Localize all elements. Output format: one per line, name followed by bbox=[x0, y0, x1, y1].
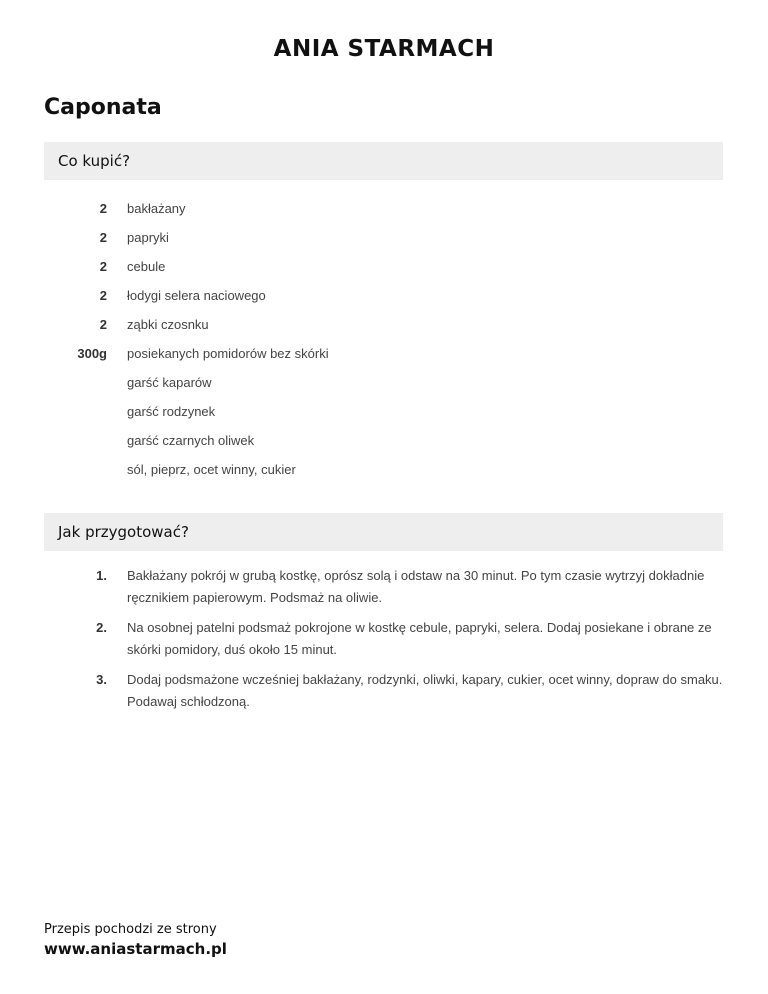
recipe-title: Caponata bbox=[44, 95, 162, 120]
ingredient-item bbox=[44, 455, 723, 484]
step-text: Na osobnej patelni podsmaż pokrojone w kostkę cebule, papryki, selera. Dodaj posiekane i obrane ze skórki pomidory, duś około 15 minut. bbox=[127, 620, 712, 657]
ingredients-section-header: Co kupić? bbox=[44, 142, 723, 180]
ingredient-item bbox=[44, 310, 723, 339]
footer-source-label: Przepis pochodzi ze strony bbox=[44, 922, 217, 937]
ingredient-quantity: 2 bbox=[99, 317, 107, 332]
ingredient-name: papryki bbox=[127, 230, 169, 245]
ingredients-list bbox=[44, 194, 723, 484]
ingredient-name: garść rodzynek bbox=[127, 404, 216, 419]
step-item bbox=[44, 617, 723, 661]
footer-source-url: www.aniastarmach.pl bbox=[44, 940, 227, 958]
steps-list bbox=[44, 565, 723, 721]
ingredient-name: garść czarnych oliwek bbox=[127, 433, 255, 448]
steps-section-header: Jak przygotować? bbox=[44, 513, 723, 551]
ingredient-name: bakłażany bbox=[127, 201, 186, 216]
ingredient-item bbox=[44, 223, 723, 252]
ingredient-quantity: 2 bbox=[99, 230, 107, 245]
step-text: Dodaj podsmażone wcześniej bakłażany, rodzynki, oliwki, kapary, cukier, ocet winny, dopraw do smaku. Podawaj schłodzoną. bbox=[127, 672, 723, 709]
ingredient-item bbox=[44, 194, 723, 223]
step-number: 3. bbox=[96, 672, 107, 687]
ingredient-name: łodygi selera naciowego bbox=[127, 288, 266, 303]
ingredient-item bbox=[44, 339, 723, 368]
ingredient-name: sól, pieprz, ocet winny, cukier bbox=[127, 462, 296, 477]
ingredient-quantity: 2 bbox=[99, 201, 107, 216]
ingredient-name: posiekanych pomidorów bez skórki bbox=[127, 346, 329, 361]
ingredient-name: cebule bbox=[127, 259, 166, 274]
ingredient-name: ząbki czosnku bbox=[127, 317, 209, 332]
ingredient-item bbox=[44, 397, 723, 426]
ingredient-quantity: 300g bbox=[77, 346, 107, 361]
ingredient-name: garść kaparów bbox=[127, 375, 212, 390]
ingredient-item bbox=[44, 368, 723, 397]
ingredient-quantity: 2 bbox=[99, 288, 107, 303]
step-item bbox=[44, 565, 723, 609]
step-text: Bakłażany pokrój w grubą kostkę, oprósz solą i odstaw na 30 minut. Po tym czasie wytrzyj dokładnie ręcznikiem papierowym. Podsmaż na oliwie. bbox=[127, 568, 705, 605]
ingredient-item bbox=[44, 281, 723, 310]
ingredient-item bbox=[44, 252, 723, 281]
brand-header: ANIA STARMACH bbox=[273, 36, 495, 62]
ingredient-item bbox=[44, 426, 723, 455]
step-number: 1. bbox=[96, 568, 107, 583]
step-item bbox=[44, 669, 723, 713]
ingredient-quantity: 2 bbox=[99, 259, 107, 274]
step-number: 2. bbox=[96, 620, 107, 635]
